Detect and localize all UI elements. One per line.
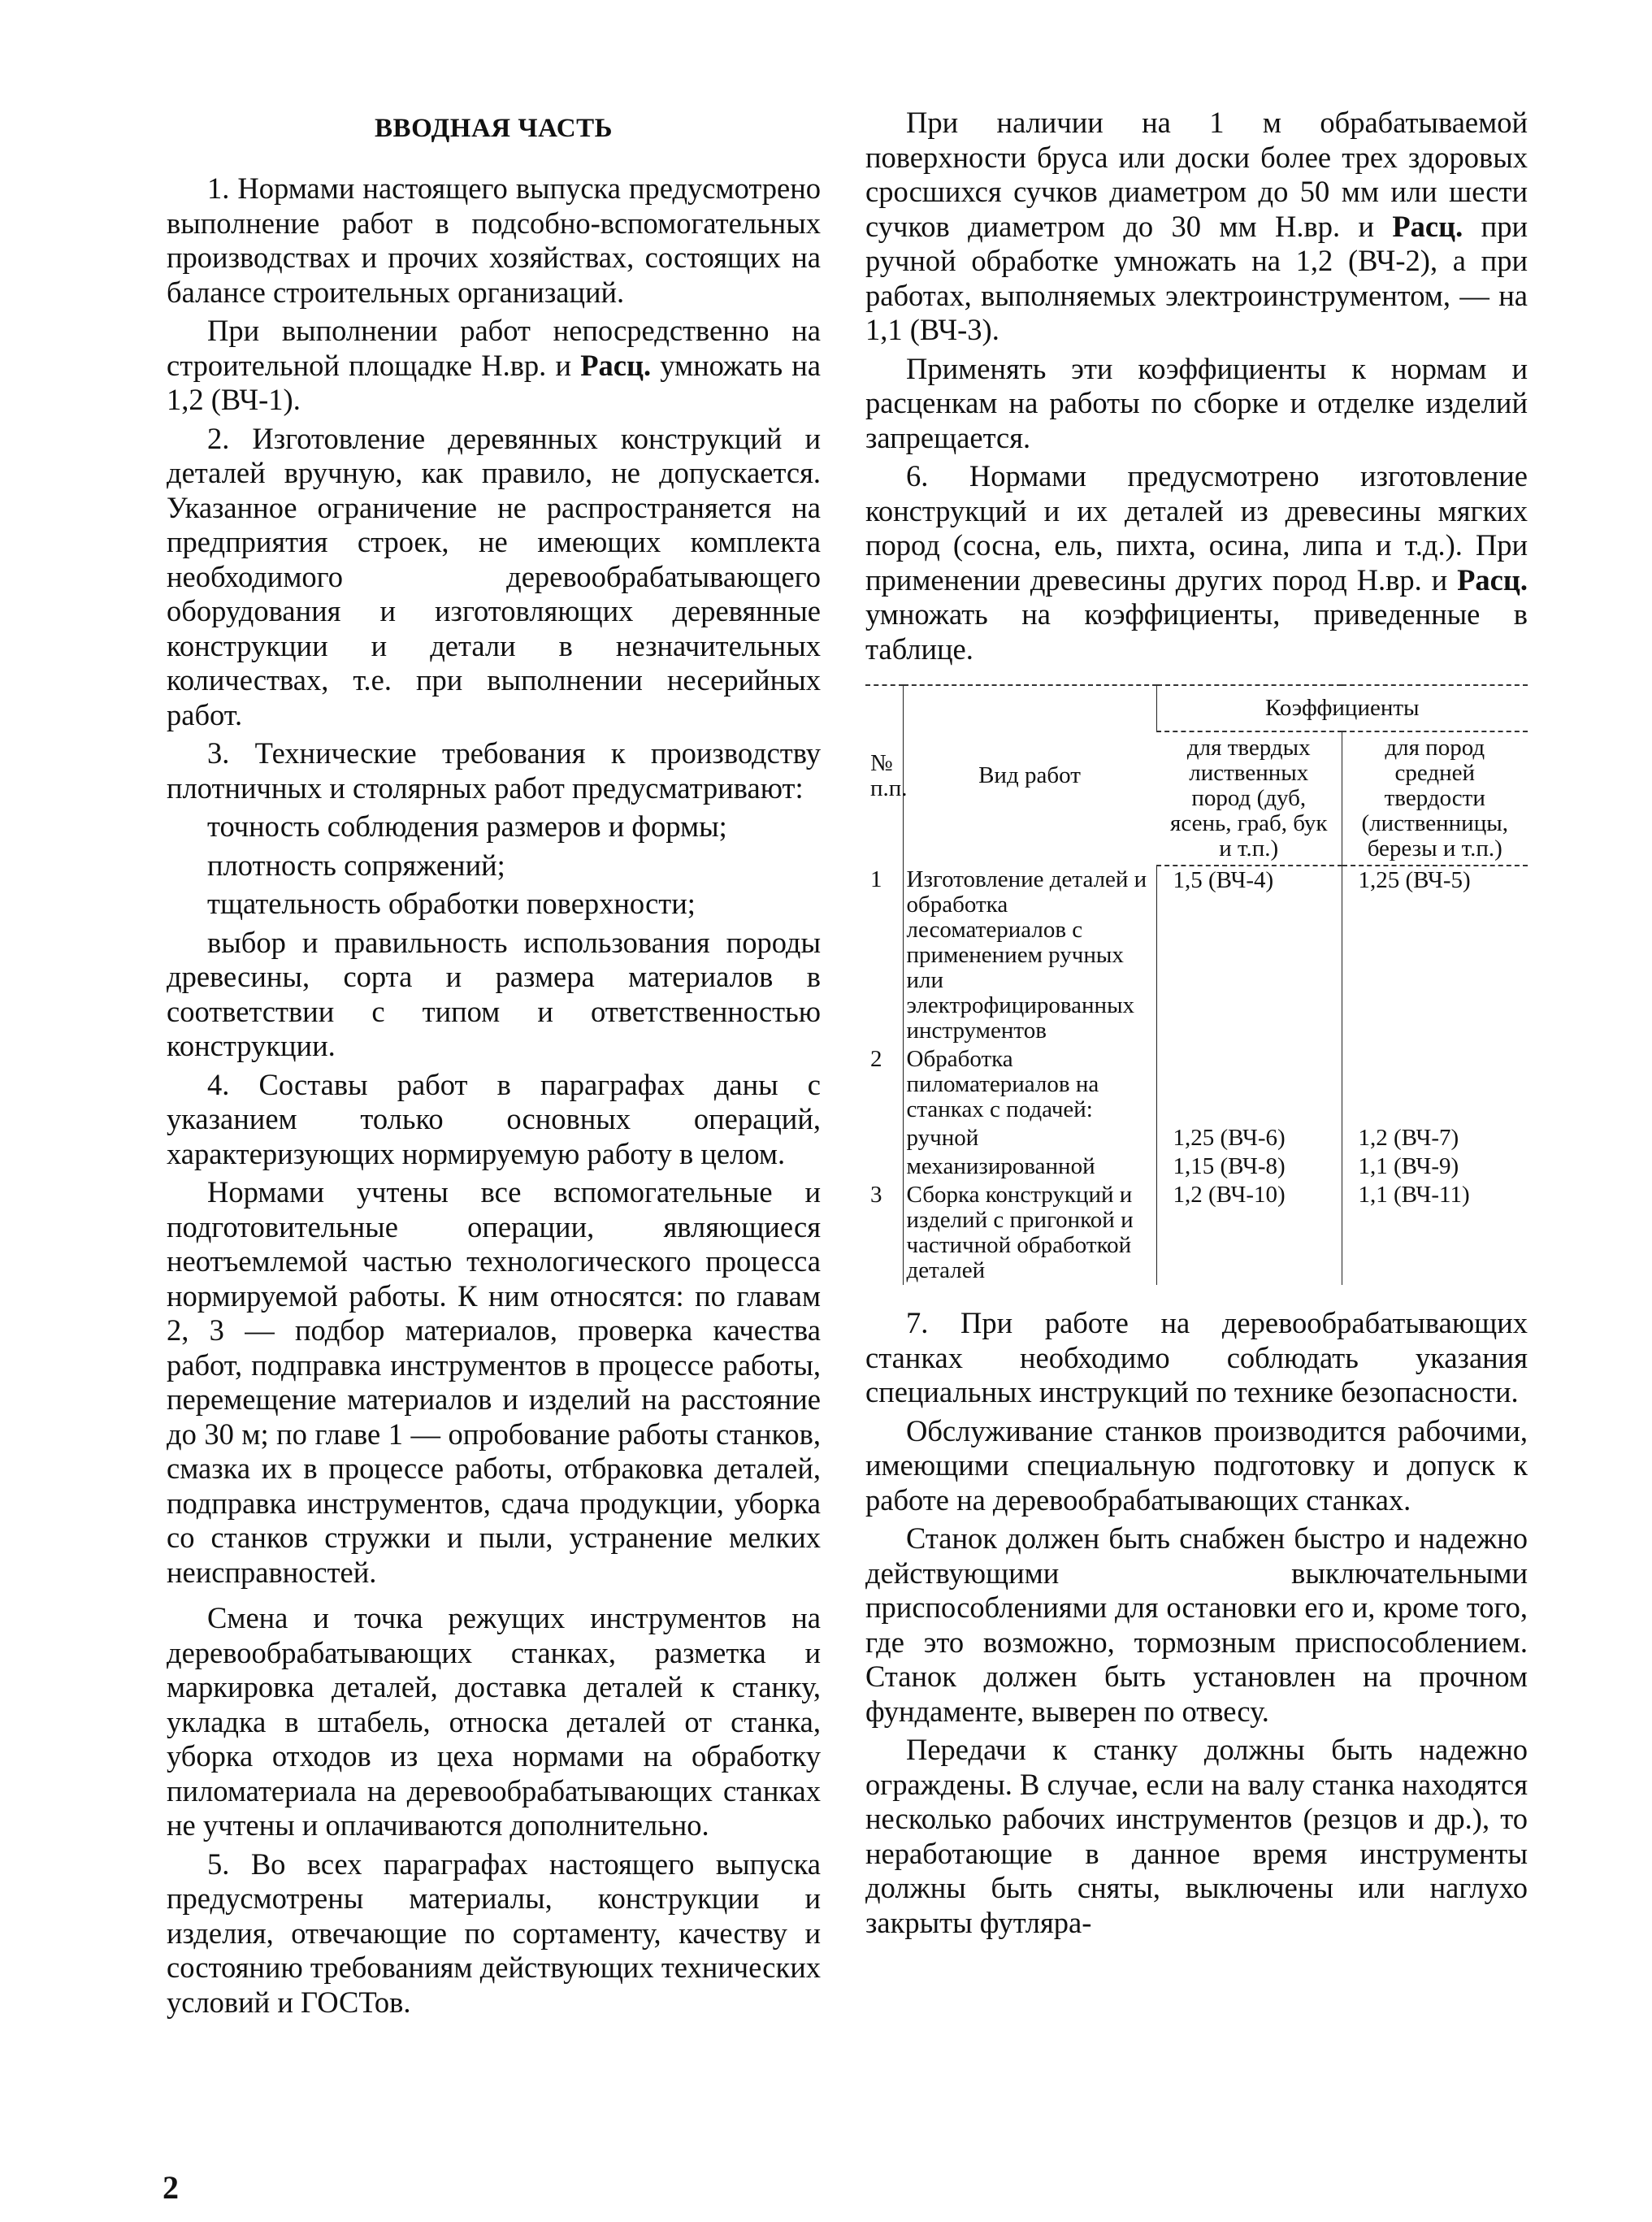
paragraph: 4. Составы работ в параграфах даны с указанием только основных операций, характеризующих нормируемую работу в целом.	[167, 1067, 821, 1170]
table-header-medium-wood: для пород средней твердости (лиственницы, березы и т.п.)	[1342, 731, 1528, 866]
paragraph: Применять эти коэффициенты к нормам и расценкам на работы по сборке и отделке изделий запрещается.	[865, 351, 1528, 454]
table-row	[865, 866, 1528, 1045]
table-cell: 1,1 (ВЧ-11)	[1342, 1181, 1528, 1285]
section-heading: ВВОДНАЯ ЧАСТЬ	[375, 114, 613, 143]
paragraph: Обслуживание станков производится рабочими, имеющими специальную подготовку и допуск к работе на деревообрабатывающих станках.	[865, 1413, 1528, 1517]
table-cell: Изготовление деталей и обработка лесоматериалов с применением ручных или электрофицированных инструментов	[903, 866, 1156, 1045]
table-cell: 2	[870, 1046, 882, 1072]
table-row	[865, 1181, 1528, 1285]
coefficients-table	[865, 684, 1528, 1285]
table-cell	[865, 1152, 903, 1181]
table-row	[865, 1152, 1528, 1181]
table-row	[865, 1124, 1528, 1152]
table-cell: 1,2 (ВЧ-10)	[1156, 1181, 1342, 1285]
list-item: тщательность обработки поверхности;	[207, 887, 696, 920]
table-cell: Сборка конструкций и изделий с пригонкой и частичной обработкой деталей	[903, 1181, 1156, 1285]
table-cell	[865, 1124, 903, 1152]
table-header-number: № п.п.	[865, 685, 903, 866]
page-number: 2	[163, 2169, 179, 2206]
paragraph: 2. Изготовление деревянных конструкций и деталей вручную, как правило, не допускается. Указанное ограничение не распространяется на предприятия строек, не имеющих комплекта необходимого деревообрабатывающего оборудования и изготовляющих деревянные конструкции и детали в незначительных количествах, т.е. при выполнении несерийных работ.	[167, 421, 821, 731]
table-cell: 3	[870, 1182, 882, 1208]
table-cell: 1	[870, 866, 882, 892]
paragraph: 3. Технические требования к производству плотничных и столярных работ предусматривают:	[167, 736, 821, 805]
table-cell: Обработка пиломатериалов на станках с подачей:	[903, 1045, 1156, 1124]
list-item: точность соблюдения размеров и формы;	[207, 809, 727, 843]
paragraph: 6. Нормами предусмотрено изготовление конструкций и их деталей из древесины мягких пород (сосна, ель, пихта, осина, липа и т.д.). При применении древесины других пород Н.вр. и Расц. умножать на коэффициенты, приведенные в таблице.	[865, 459, 1528, 666]
table-cell: 1,25 (ВЧ-5)	[1342, 866, 1528, 1045]
table-cell: механизированной	[903, 1152, 1156, 1181]
table-cell: 1,1 (ВЧ-9)	[1342, 1152, 1528, 1181]
paragraph: 1. Нормами настоящего выпуска предусмотрено выполнение работ в подсобно-вспомогательных производствах и прочих хозяйствах, состоящих на балансе строительных организаций.	[167, 171, 821, 309]
table-cell: 1,2 (ВЧ-7)	[1342, 1124, 1528, 1152]
paragraph: При наличии на 1 м обрабатываемой поверхности бруса или доски более трех здоровых сросшихся сучков диаметром до 50 мм или шести сучков диаметром до 30 мм Н.вр. и Расц. при ручной обработке умножать на 1,2 (ВЧ-2), а при работах, выполняемых электроинструментом, — на 1,1 (ВЧ-3).	[865, 106, 1528, 346]
table-cell: 1,15 (ВЧ-8)	[1156, 1152, 1342, 1181]
paragraph: Передачи к станку должны быть надежно ограждены. В случае, если на валу станка находятся несколько рабочих инструментов (резцов и др.), то неработающие в данное время инструменты должны быть сняты, выключены или наглухо закрыты футляра-	[865, 1733, 1528, 1939]
left-column	[167, 106, 821, 2024]
table-header-hard-wood: для твердых лиственных пород (дуб, ясень, граб, бук и т.п.)	[1156, 731, 1342, 866]
table-cell: ручной	[903, 1124, 1156, 1152]
paragraph: Станок должен быть снабжен быстро и надежно действующими выключательными приспособлениями для остановки его и, кроме того, где это возможно, тормозным приспособлением. Станок должен быть установлен на прочном фундаменте, выверен по отвесу.	[865, 1521, 1528, 1728]
paragraph: 5. Во всех параграфах настоящего выпуска предусмотрены материалы, конструкции и изделия, отвечающие по сортаменту, качеству и состоянию требованиям действующих технических условий и ГОСТов.	[167, 1847, 821, 2019]
table-cell	[1342, 1045, 1528, 1124]
paragraph: Смена и точка режущих инструментов на деревообрабатывающих станках, разметка и маркировка деталей, доставка деталей к станку, укладка в штабель, относка деталей от станка, уборка отходов из цеха нормами на обработку пиломатериала на деревообрабатывающих станках не учтены и оплачиваются дополнительно.	[167, 1601, 821, 1842]
table-cell: 1,25 (ВЧ-6)	[1156, 1124, 1342, 1152]
table-row	[865, 1045, 1528, 1124]
table-cell	[1156, 1045, 1342, 1124]
paragraph: Нормами учтены все вспомогательные и подготовительные операции, являющиеся неотъемлемой частью технологического процесса нормируемой работы. К ним относятся: по главам 2, 3 — подбор материалов, проверка качества работ, подправка инструментов в процессе работы, перемещение материалов и изделий на расстояние до 30 м; по главе 1 — опробование работы станков, смазка их в процессе работы, отбраковка деталей, подправка инструментов, сдача продукции, уборка со станков стружки и пыли, устранение мелких неисправностей.	[167, 1175, 821, 1589]
paragraph: 7. При работе на деревообрабатывающих станках необходимо соблюдать указания специальных инструкций по технике безопасности.	[865, 1306, 1528, 1408]
table-header-work-type: Вид работ	[903, 685, 1156, 866]
right-column	[865, 106, 1528, 1944]
list-item: плотность сопряжений;	[207, 848, 505, 882]
list-item: выбор и правильность использования породы древесины, сорта и размера материалов в соответствии с типом и ответственностью конструкции.	[167, 925, 821, 1062]
table-cell: 1,5 (ВЧ-4)	[1156, 866, 1342, 1045]
table-header-coefficients: Коэффициенты	[1156, 685, 1528, 731]
paragraph: При выполнении работ непосредственно на строительной площадке Н.вр. и Расц. умножать на 1,2 (ВЧ-1).	[167, 314, 822, 416]
